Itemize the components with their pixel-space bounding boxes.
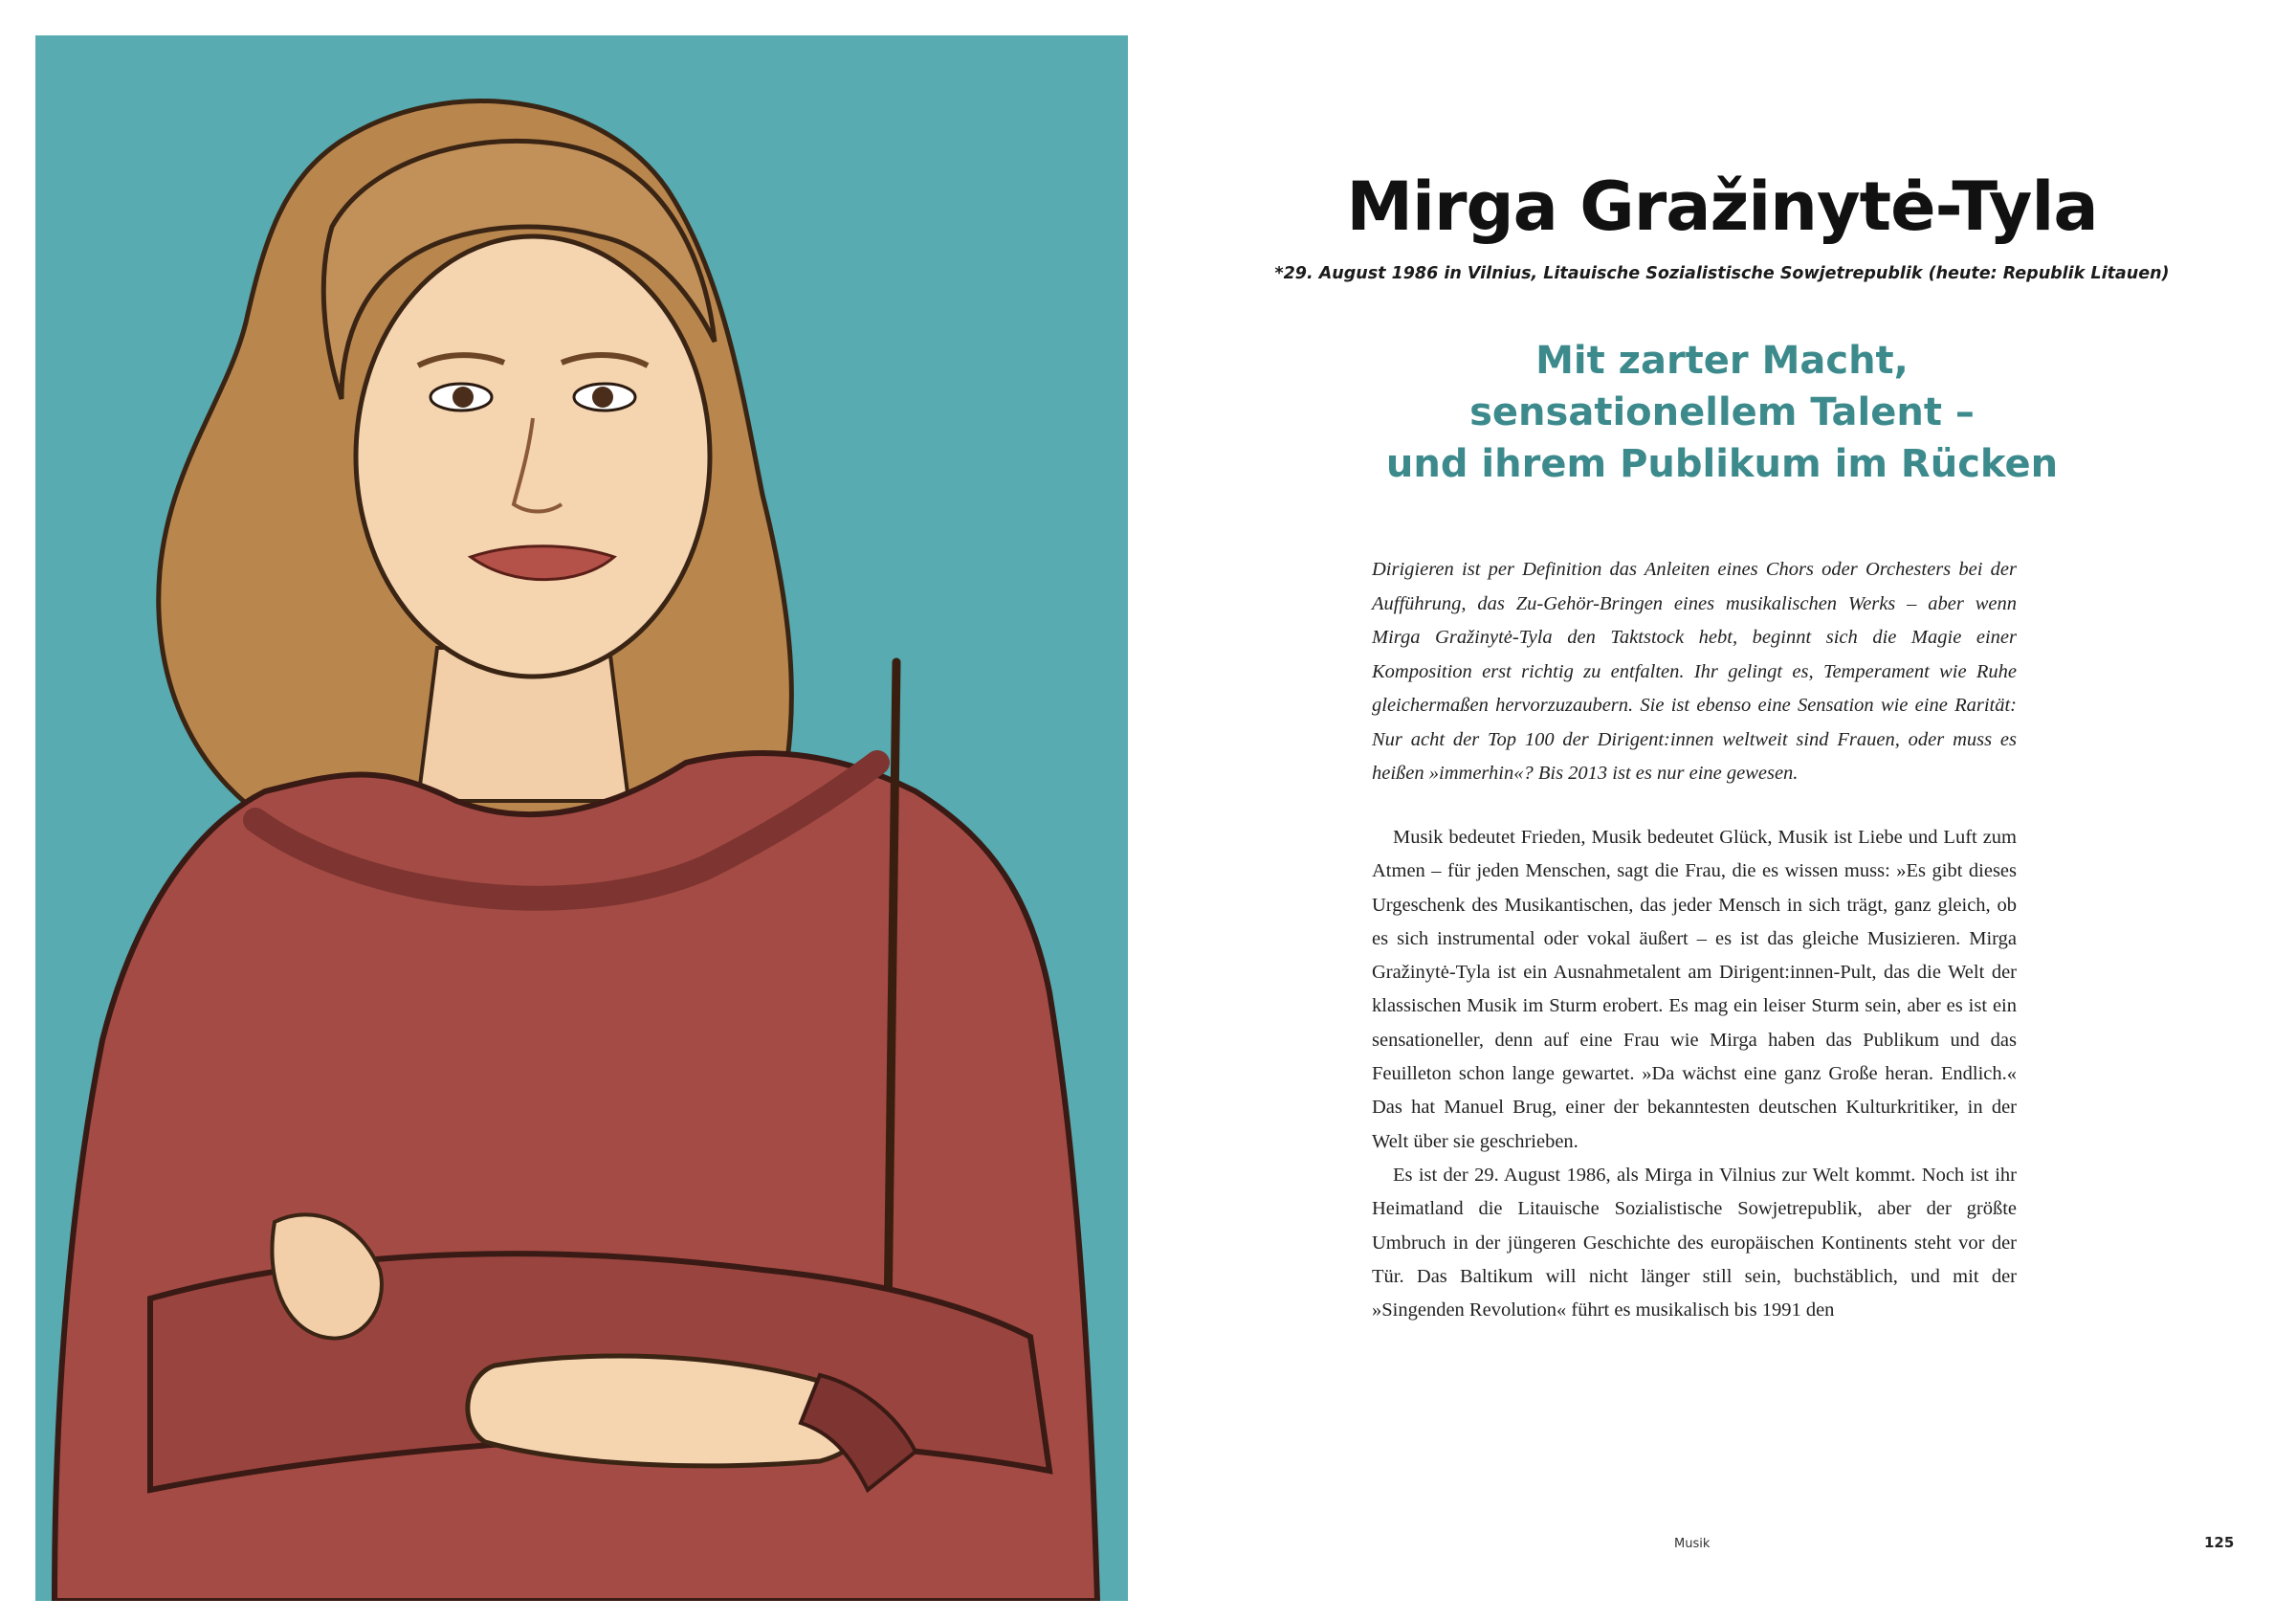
portrait-drawing — [35, 35, 1128, 1601]
portrait-illustration — [35, 35, 1128, 1601]
birth-line: *29. August 1986 in Vilnius, Litauische Sozialistische Sowjetrepublik (heute: Republik Litauen) — [1274, 264, 2170, 283]
body-text — [1372, 821, 2017, 1327]
chapter-subtitle — [1244, 335, 2200, 490]
page-title: Mirga Gražinytė-Tyla — [1346, 167, 2098, 246]
right-pupil — [592, 387, 613, 408]
footer-section-label: Musik — [1674, 1537, 1711, 1551]
page-number: 125 — [2204, 1534, 2235, 1551]
body-paragraph: Musik bedeutet Frieden, Musik bedeutet Glück, Musik ist Liebe und Luft zum Atmen – für jeden Menschen, sagt die Frau, die es wissen muss: »Es gibt dieses Urgeschenk des Musikantischen, das jeder Mensch in sich trägt, ganz gleich, ob es sich instrumental oder vokal äußert – es ist das gleiche Musizieren. Mirga Gražinytė-Tyla ist ein Ausnahmetalent am Dirigent:innen-Pult, das die Welt der klassischen Musik im Sturm erobert. Es mag ein leiser Sturm sein, aber es ist ein sensationeller, denn auf eine Frau wie Mirga haben das Publikum und das Feuilleton schon lange gewartet. »Da wächst eine ganz Große heran. Endlich.« Das hat Manuel Brug, einer der bekanntesten deutschen Kulturkritiker, in der Welt über sie geschrieben. — [1372, 827, 2017, 1152]
subtitle-line: Mit zarter Macht, — [1535, 339, 1909, 383]
subtitle-line: und ihrem Publikum im Rücken — [1385, 442, 2059, 486]
subtitle-line: sensationellem Talent – — [1469, 390, 1975, 434]
text-page — [1244, 0, 2296, 1621]
body-paragraph: Es ist der 29. August 1986, als Mirga in Vilnius zur Welt kommt. Noch ist ihr Heimatland die Litauische Sozialistische Sowjetrepublik, aber der größte Umbruch in der jüngeren Geschichte des europäischen Kontinents steht vor der Tür. Das Baltikum will nicht länger still sein, buchstäblich, und mit der »Singenden Revolution« führt es musikalisch bis 1991 den — [1372, 1164, 2017, 1321]
face — [356, 236, 710, 677]
left-pupil — [453, 387, 474, 408]
intro-paragraph: Dirigieren ist per Definition das Anleiten eines Chors oder Orchesters bei der Aufführung, das Zu-Gehör-Bringen eines musikalischen Werks – aber wenn Mirga Gražinytė-Tyla den Taktstock hebt, beginnt sich die Magie einer Komposition erst richtig zu entfalten. Ihr gelingt es, Temperament wie Ruhe gleichermaßen hervorzuzaubern. Sie ist ebenso eine Sensation wie eine Rarität: Nur acht der Top 100 der Dirigent:innen weltweit sind Frauen, oder muss es heißen »immerhin«? Bis 2013 ist es nur eine gewesen. — [1372, 559, 2017, 784]
